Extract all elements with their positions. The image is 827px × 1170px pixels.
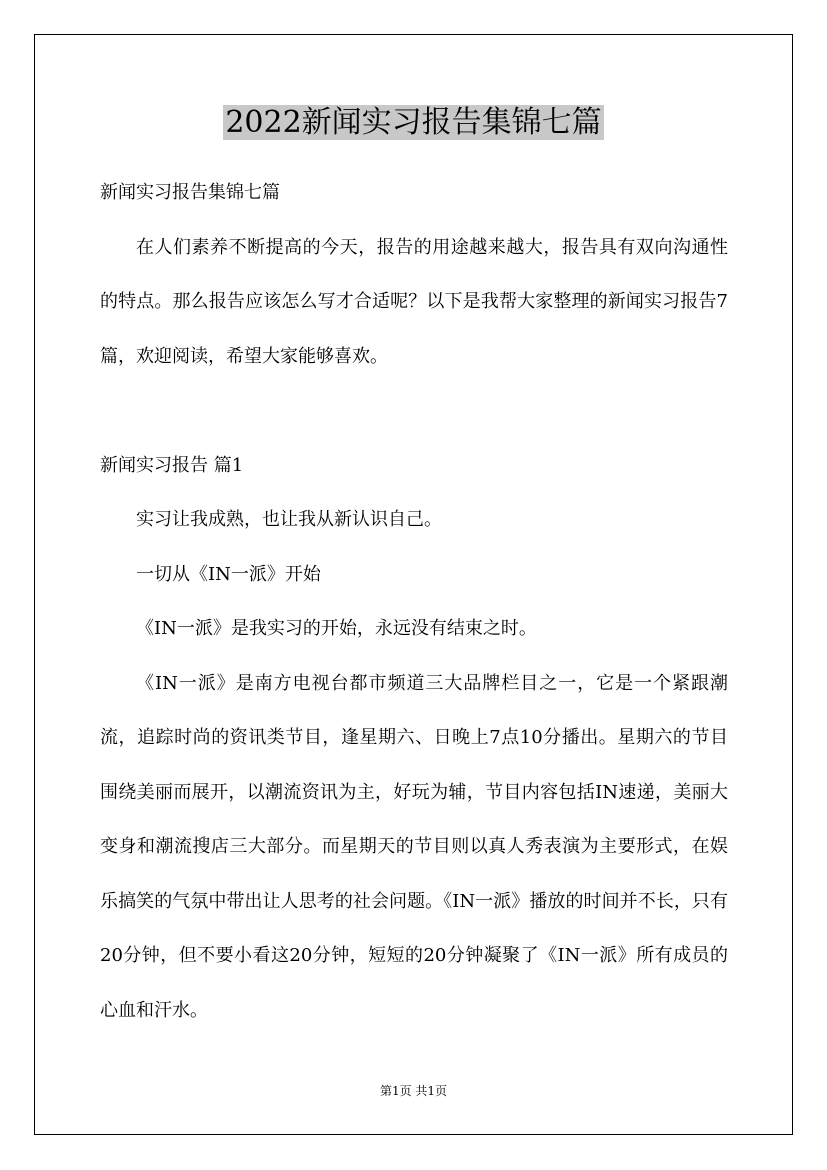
document-subtitle: 新闻实习报告集锦七篇 [100,182,280,203]
document-body [100,166,728,1038]
page-number-footer: 第1页 共1页 [379,1084,448,1098]
document-title-text: 2022新闻实习报告集锦七篇 [225,105,602,140]
body-paragraph: 实习让我成熟，也让我从新认识自己。 [136,509,442,530]
section-heading: 新闻实习报告 篇1 [100,454,244,476]
paragraph-gap [100,384,728,439]
intro-paragraph: 在人们素养不断提高的今天，报告的用途越来越大，报告具有双向沟通性的特点。那么报告应该怎么写才合适呢？以下是我帮大家整理的新闻实习报告7篇，欢迎阅读，希望大家能够喜欢。 [100,236,728,367]
body-paragraph: 《IN一派》是我实习的开始，永远没有结束之时。 [136,618,537,639]
body-paragraph: 《IN一派》是南方电视台都市频道三大品牌栏目之一，它是一个紧跟潮流，追踪时尚的资讯类节目，逢星期六、日晚上7点10分播出。星期六的节目围绕美丽而展开，以潮流资讯为主，好玩为辅，节目内容包括IN速递，美丽大变身和潮流搜店三大部分。而星期天的节目则以真人秀表演为主要形式，在娱乐搞笑的气氛中带出让人思考的社会问题。《IN一派》播放的时间并不长，只有20分钟，但不要小看这20分钟，短短的20分钟凝聚了《IN一派》所有成员的心血和汗水。 [100,672,728,1021]
body-paragraph: 一切从《IN一派》开始 [136,563,321,585]
document-title [0,100,827,146]
